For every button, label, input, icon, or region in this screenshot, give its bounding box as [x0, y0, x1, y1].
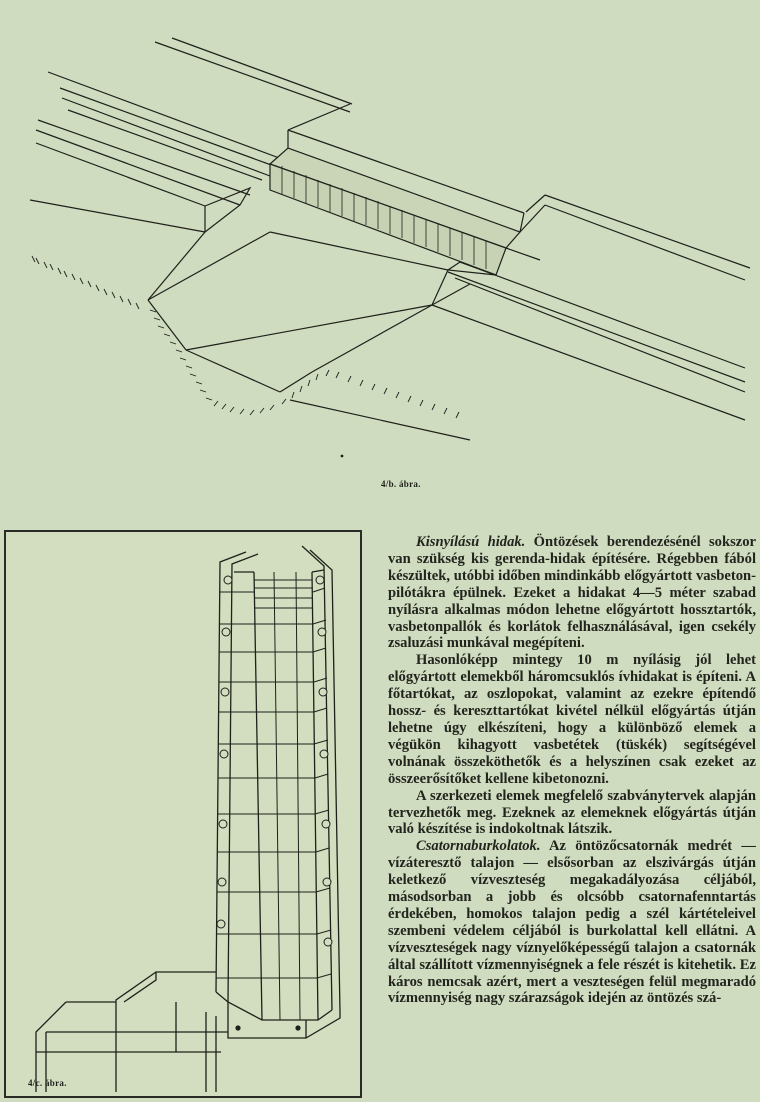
bridge-drawing [0, 0, 760, 500]
channel-lining-drawing [6, 532, 360, 1096]
figure-4c [4, 530, 362, 1098]
run-in-heading: Kisnyílású hidak. [416, 534, 526, 550]
figure-4b [0, 0, 760, 500]
figure-4c-caption: 4/c. ábra. [28, 1078, 67, 1088]
paragraph-text: Öntözések berendezésénél sokszor van szükség kis gerenda-hidak építésére. Régebben fából készültek, utóbbi időben mindinkább előgyártott vasbeton-pilótákra épülnek. Ezeket a hidakat 4—5 méter szabad nyílásra alkalmas módon lehetne előgyártott hossztartók, vasbetonpallók és korlátok felhasználásával, igen csekély zsaluzási munkával megépíteni. [388, 534, 757, 652]
paragraph-structural-elements: A szerkezeti elemek megfelelő szabványtervek alapján tervezhetők meg. Ezeknek az elemeknek előgyártás útján való készítése is indokoltnak látszik. [388, 787, 756, 838]
run-in-heading: Csatornaburkolatok. [416, 838, 541, 855]
figure-4b-caption: 4/b. ábra. [381, 479, 421, 489]
body-text [388, 534, 756, 1007]
paragraph-channel-lining [388, 838, 756, 1007]
paragraph-text: Az öntözőcsatornák medrét — vízáteresztő talajon — elsősorban az elszivárgás útján keletkező vízveszteség megakadályozása céljából, másodsorban a jobb és olcsóbb csatornafenntartás érdekében, homokos talajon pedig a szél kártételeivel szembeni védelem céljából is burkolattal kell ellátni. A vízveszteségek nagy víznyelőképességű talajon a csatornák által szállított vízmennyiségnek a fele részét is kitehetik. Ez káros nemcsak azért, mert a veszteségen felül megmaradó vízmennyiség nagy szárazságok idején az öntözés szá- [388, 838, 756, 1007]
paragraph-arch-bridges: Hasonlóképp mintegy 10 m nyílásig jól lehet előgyártott elemekből háromcsuklós ívhidakat is építeni. A főtartókat, az oszlopokat, valamint az ezekre építendő hossz- és kereszttartókat kivétel nélkül előgyártás útján lehetne úgy elkészíteni, hogy a különböző elemek a végükön kihagyott vasbetétek (tüskék) segítségével volnának összeköthetők és a helyszínen csak ezeket az összeerősítőket kellene kibetonozni. [388, 652, 756, 787]
paragraph-small-bridges [388, 534, 756, 652]
